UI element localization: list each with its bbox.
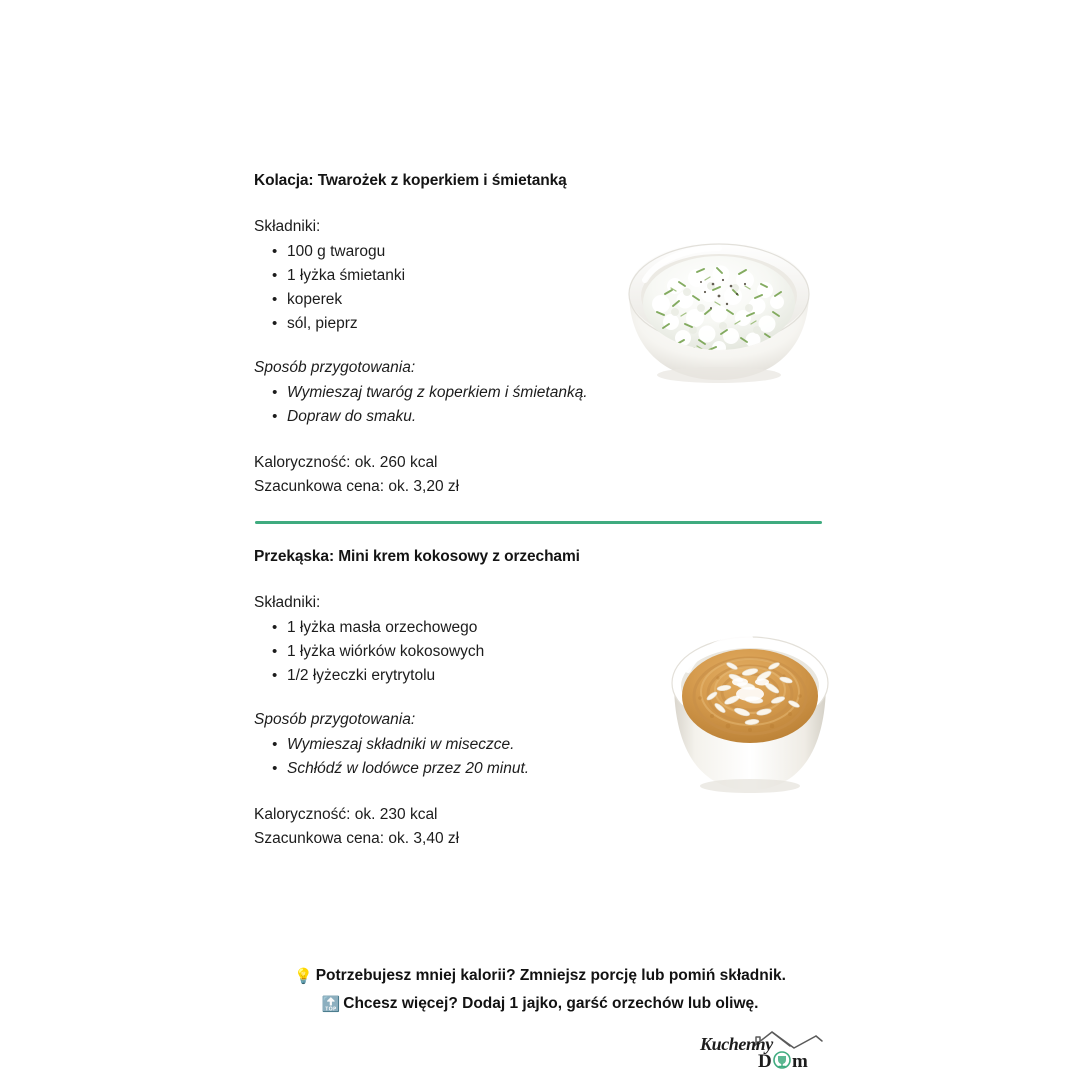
tip-row [0,962,1080,990]
tip-text: Potrzebujesz mniej kalorii? Zmniejsz porcję lub pomiń składnik. [315,967,786,984]
ingredients-label: Składniki: [254,217,321,235]
section-divider [255,521,822,524]
logo-cup-mark [774,1052,790,1068]
price-text: Szacunkowa cena: ok. 3,40 zł [254,830,460,848]
top-arrow-icon: 🔝 [321,996,341,1013]
logo-block-suffix: m [792,1051,808,1072]
footer-tips [0,962,1080,1018]
tip-text: Chcesz więcej? Dodaj 1 jajko, garść orzechów lub oliwę. [343,995,759,1012]
preparation-label: Sposób przygotowania: [254,358,416,376]
list-item: • 100 g twarogu [254,240,824,264]
calories-text: Kaloryczność: ok. 230 kcal [254,806,438,824]
tip-row [0,990,1080,1018]
preparation-steps-list [254,381,824,429]
list-item: • koperek [254,288,824,312]
lightbulb-icon: 💡 [294,968,313,985]
calories-text: Kaloryczność: ok. 260 kcal [254,454,438,472]
logo-script-word: Kuchenny [700,1034,773,1054]
list-item: • 1 łyżka wiórków kokosowych [254,640,824,664]
list-item: • sól, pieprz [254,312,824,336]
list-item: • Dopraw do smaku. [254,405,824,429]
recipe-title: Przekąska: Mini krem kokosowy z orzechami [254,548,580,565]
list-item: • Wymieszaj twaróg z koperkiem i śmietanką. [254,381,824,405]
list-item: • Wymieszaj składniki w miseczce. [254,733,824,757]
list-item: • 1/2 łyżeczki erytrytolu [254,664,824,688]
recipe-meta [254,803,824,851]
recipe-meta [254,451,824,499]
preparation-label: Sposób przygotowania: [254,710,416,728]
ingredients-label: Składniki: [254,593,321,611]
recipe-photo-twarozek [605,234,833,386]
list-item: • Schłódź w lodówce przez 20 minut. [254,757,824,781]
price-text: Szacunkowa cena: ok. 3,20 zł [254,478,460,496]
logo-block-prefix: D [758,1051,772,1072]
brand-logo [698,1028,828,1072]
list-item: • 1 łyżka śmietanki [254,264,824,288]
recipe-photo-krem-kokosowy [654,620,846,808]
recipe-title: Kolacja: Twarożek z koperkiem i śmietanką [254,172,567,189]
list-item: • 1 łyżka masła orzechowego [254,616,824,640]
